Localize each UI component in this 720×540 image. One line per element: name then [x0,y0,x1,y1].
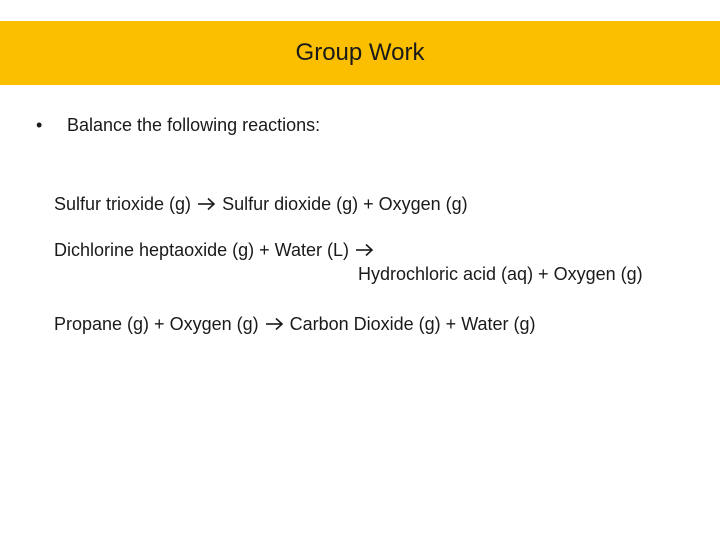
reaction-3-products: Carbon Dioxide (g) + Water (g) [289,314,536,334]
bullet-text: Balance the following reactions: [67,115,321,135]
bullet-marker: • [36,115,43,135]
reaction-2 [54,239,380,261]
slide-title: Group Work [295,39,425,66]
right-arrow-icon [265,317,284,331]
reaction-1 [54,193,468,215]
reaction-2-reactants: Dichlorine heptaoxide (g) + Water (L) [54,240,349,260]
reaction-3 [54,313,536,335]
reaction-1-products: Sulfur dioxide (g) + Oxygen (g) [222,194,468,214]
reaction-1-reactants: Sulfur trioxide (g) [54,194,192,214]
right-arrow-icon [197,197,216,211]
reaction-2-products: Hydrochloric acid (aq) + Oxygen (g) [358,264,643,284]
reaction-3-reactants: Propane (g) + Oxygen (g) [54,314,259,334]
right-arrow-icon [355,243,374,257]
